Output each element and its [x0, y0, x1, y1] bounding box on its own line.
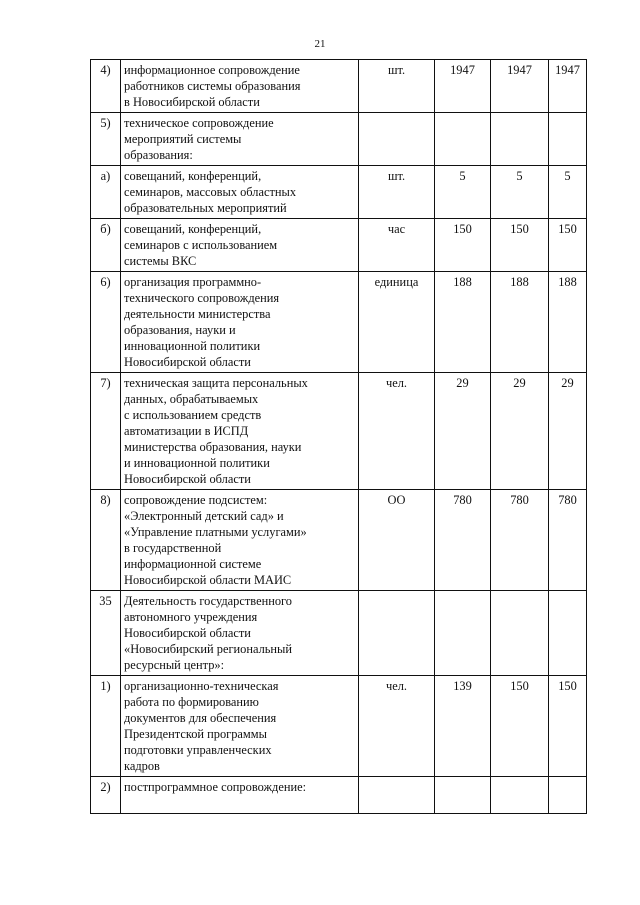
row-description [121, 113, 359, 166]
description-line: ресурсный центр»: [124, 658, 225, 672]
description-line: «Электронный детский сад» и [124, 509, 284, 523]
table-row [91, 113, 587, 166]
row-value-year-2: 29 [491, 373, 549, 490]
row-value-year-3 [549, 591, 587, 676]
description-line: семинаров, массовых областных [124, 185, 297, 199]
row-unit: единица [359, 272, 435, 373]
description-line: совещаний, конференций, [124, 169, 262, 183]
row-value-year-3 [549, 777, 587, 814]
row-number: 35 [91, 591, 121, 676]
row-unit [359, 591, 435, 676]
row-value-year-2: 5 [491, 166, 549, 219]
row-value-year-1: 1947 [435, 60, 491, 113]
row-value-year-3: 150 [549, 676, 587, 777]
row-description [121, 777, 359, 814]
description-line: Деятельность государственного [124, 594, 292, 608]
description-line: информационной системе [124, 557, 262, 571]
row-number: 5) [91, 113, 121, 166]
row-number: 7) [91, 373, 121, 490]
description-line: семинаров с использованием [124, 238, 278, 252]
row-value-year-2: 1947 [491, 60, 549, 113]
description-line [124, 795, 355, 811]
row-value-year-1 [435, 591, 491, 676]
row-description [121, 166, 359, 219]
row-value-year-3: 5 [549, 166, 587, 219]
description-line: автоматизации в ИСПД [124, 424, 249, 438]
row-value-year-3 [549, 113, 587, 166]
description-line: в государственной [124, 541, 222, 555]
row-unit: ОО [359, 490, 435, 591]
row-value-year-2: 150 [491, 219, 549, 272]
page-number: 21 [314, 38, 326, 50]
description-line: организация программно- [124, 275, 262, 289]
row-value-year-2: 150 [491, 676, 549, 777]
row-number: 4) [91, 60, 121, 113]
row-value-year-2 [491, 777, 549, 814]
description-line: кадров [124, 759, 160, 773]
row-number: 1) [91, 676, 121, 777]
description-line: Новосибирской области МАИС [124, 573, 292, 587]
table-row [91, 166, 587, 219]
row-number: 6) [91, 272, 121, 373]
description-line: автономного учреждения [124, 610, 258, 624]
description-line: министерства образования, науки [124, 440, 302, 454]
description-line: в Новосибирской области [124, 95, 260, 109]
description-line: Новосибирской области [124, 355, 251, 369]
row-unit: чел. [359, 676, 435, 777]
description-line: «Управление платными услугами» [124, 525, 307, 539]
table-row [91, 777, 587, 814]
row-value-year-3: 188 [549, 272, 587, 373]
description-line: образования: [124, 148, 193, 162]
description-line: «Новосибирский региональный [124, 642, 293, 656]
description-line: постпрограммное сопровождение: [124, 780, 307, 794]
table-row [91, 219, 587, 272]
row-description [121, 490, 359, 591]
description-line: техническое сопровождение [124, 116, 274, 130]
row-value-year-1: 29 [435, 373, 491, 490]
row-value-year-1: 5 [435, 166, 491, 219]
row-number: а) [91, 166, 121, 219]
description-line: Новосибирской области [124, 626, 251, 640]
row-unit: шт. [359, 60, 435, 113]
row-description [121, 272, 359, 373]
row-value-year-1 [435, 113, 491, 166]
row-value-year-1 [435, 777, 491, 814]
row-value-year-2: 780 [491, 490, 549, 591]
row-value-year-2 [491, 591, 549, 676]
row-value-year-3: 150 [549, 219, 587, 272]
row-value-year-1: 150 [435, 219, 491, 272]
row-value-year-1: 139 [435, 676, 491, 777]
description-line: и инновационной политики [124, 456, 270, 470]
description-line: работников системы образования [124, 79, 301, 93]
row-unit: час [359, 219, 435, 272]
row-value-year-3: 29 [549, 373, 587, 490]
table-row [91, 373, 587, 490]
table-row [91, 591, 587, 676]
description-line: Президентской программы [124, 727, 267, 741]
description-line: работа по формированию [124, 695, 259, 709]
document-table [90, 59, 587, 814]
row-description [121, 373, 359, 490]
row-value-year-3: 780 [549, 490, 587, 591]
row-number: б) [91, 219, 121, 272]
description-line: совещаний, конференций, [124, 222, 262, 236]
description-line: образования, науки и [124, 323, 236, 337]
description-line: инновационной политики [124, 339, 261, 353]
table-row [91, 490, 587, 591]
description-line: мероприятий системы [124, 132, 242, 146]
row-description [121, 676, 359, 777]
table-body [91, 60, 587, 814]
row-description [121, 219, 359, 272]
description-line: Новосибирской области [124, 472, 251, 486]
description-line: системы ВКС [124, 254, 197, 268]
row-value-year-1: 188 [435, 272, 491, 373]
description-line: образовательных мероприятий [124, 201, 287, 215]
row-description [121, 60, 359, 113]
row-value-year-2 [491, 113, 549, 166]
description-line: техническая защита персональных [124, 376, 308, 390]
description-line: документов для обеспечения [124, 711, 277, 725]
row-unit: шт. [359, 166, 435, 219]
row-unit [359, 113, 435, 166]
row-value-year-1: 780 [435, 490, 491, 591]
row-value-year-3: 1947 [549, 60, 587, 113]
row-unit [359, 777, 435, 814]
description-line: технического сопровождения [124, 291, 280, 305]
description-line: организационно-техническая [124, 679, 279, 693]
description-line: данных, обрабатываемых [124, 392, 259, 406]
description-line: сопровождение подсистем: [124, 493, 268, 507]
description-line: информационное сопровождение [124, 63, 300, 77]
table-row [91, 60, 587, 113]
row-description [121, 591, 359, 676]
table-row [91, 272, 587, 373]
row-unit: чел. [359, 373, 435, 490]
description-line: подготовки управленческих [124, 743, 272, 757]
description-line: деятельности министерства [124, 307, 271, 321]
table-row [91, 676, 587, 777]
row-value-year-2: 188 [491, 272, 549, 373]
row-number: 2) [91, 777, 121, 814]
row-number: 8) [91, 490, 121, 591]
description-line: с использованием средств [124, 408, 262, 422]
